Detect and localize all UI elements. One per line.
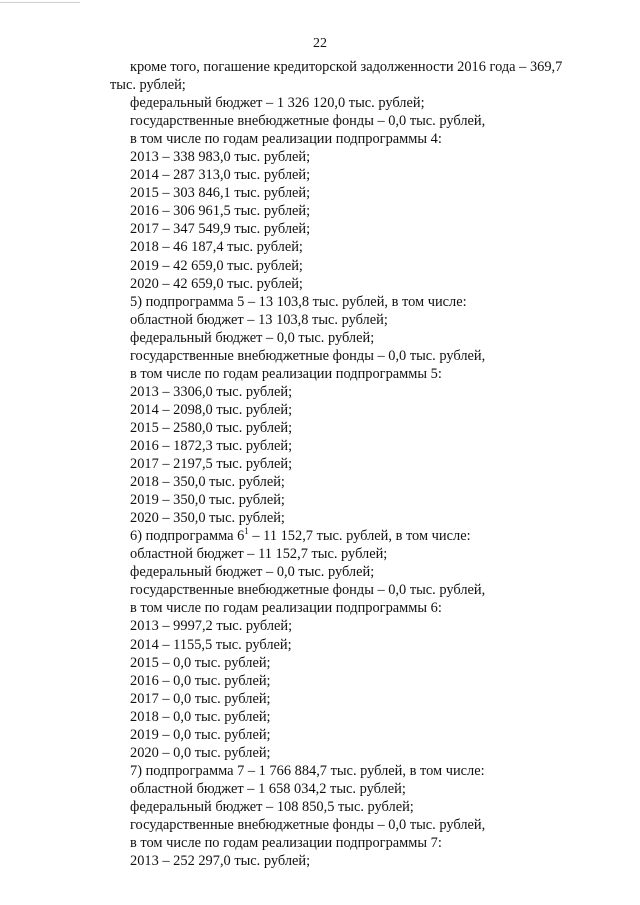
text-line: [110, 780, 520, 798]
text-line: [110, 329, 520, 347]
text-line-content: в том числе по годам реализации подпрограммы 6:: [130, 600, 442, 617]
text-line: [110, 834, 520, 852]
text-line-content: 2013 – 9997,2 тыс. рублей;: [130, 618, 293, 635]
text-line-continuation: – 11 152,7 тыс. рублей, в том числе:: [248, 528, 471, 545]
text-line-content: 2020 – 42 659,0 тыс. рублей;: [130, 275, 303, 292]
text-line: [110, 202, 520, 220]
text-line-content: 2016 – 306 961,5 тыс. рублей;: [130, 203, 311, 220]
text-line-content: тыс. рублей;: [110, 77, 186, 94]
text-line-content: государственные внебюджетные фонды – 0,0 тыс. рублей,: [130, 816, 486, 833]
text-line-content: государственные внебюджетные фонды – 0,0 тыс. рублей,: [130, 113, 486, 130]
text-line: [110, 220, 520, 238]
text-line: [110, 238, 520, 256]
text-line: [110, 762, 520, 780]
text-line: [110, 293, 520, 311]
text-line-content: 2015 – 0,0 тыс. рублей;: [130, 654, 271, 671]
text-line: [110, 365, 520, 383]
text-line: [110, 419, 520, 437]
text-line: [110, 744, 520, 762]
text-line-content: 2018 – 46 187,4 тыс. рублей;: [130, 239, 303, 256]
text-line-content: 2013 – 338 983,0 тыс. рублей;: [130, 149, 311, 166]
text-line-content: 2014 – 287 313,0 тыс. рублей;: [130, 167, 311, 184]
text-line: [110, 636, 520, 654]
text-line: [110, 816, 520, 834]
text-line-content: государственные внебюджетные фонды – 0,0 тыс. рублей,: [130, 347, 486, 364]
text-line: [110, 672, 520, 690]
text-line: [110, 148, 520, 166]
text-line: [110, 455, 520, 473]
superscript-index: 1: [244, 526, 249, 537]
text-line-content: 5) подпрограмма 5 – 13 103,8 тыс. рублей, в том числе:: [130, 293, 467, 310]
text-line-content: 2019 – 0,0 тыс. рублей;: [130, 726, 271, 743]
text-line: [110, 257, 520, 275]
text-line-content: 2017 – 0,0 тыс. рублей;: [130, 690, 271, 707]
text-line: [110, 509, 520, 527]
text-line-content: 2014 – 1155,5 тыс. рублей;: [130, 636, 292, 653]
text-line: [110, 94, 520, 112]
text-line: [110, 563, 520, 581]
text-line: [110, 437, 520, 455]
text-line: [110, 130, 520, 148]
text-line-content: 7) подпрограмма 7 – 1 766 884,7 тыс. рублей, в том числе:: [130, 762, 485, 779]
text-line-content: государственные внебюджетные фонды – 0,0 тыс. рублей,: [130, 582, 486, 599]
text-line: [110, 383, 520, 401]
text-line-content: 2013 – 252 297,0 тыс. рублей;: [130, 853, 311, 870]
text-line-content: 2015 – 303 846,1 тыс. рублей;: [130, 185, 311, 202]
text-line-content: в том числе по годам реализации подпрограммы 4:: [130, 131, 442, 148]
text-line-content: 2018 – 350,0 тыс. рублей;: [130, 474, 285, 491]
text-line: [110, 708, 520, 726]
text-line-content: федеральный бюджет – 0,0 тыс. рублей;: [130, 564, 375, 581]
text-line: [110, 347, 520, 365]
text-line: [110, 690, 520, 708]
text-line-content: областной бюджет – 1 658 034,2 тыс. рублей;: [130, 780, 406, 797]
text-line: [110, 184, 520, 202]
text-line-content: 2020 – 350,0 тыс. рублей;: [130, 510, 285, 527]
text-line-content: федеральный бюджет – 0,0 тыс. рублей;: [130, 329, 375, 346]
text-line-content: федеральный бюджет – 1 326 120,0 тыс. рублей;: [130, 95, 425, 112]
text-line: [110, 581, 520, 599]
text-line: [110, 473, 520, 491]
text-line: [110, 617, 520, 635]
text-line-content: 2019 – 42 659,0 тыс. рублей;: [130, 257, 303, 274]
text-line-content: 6) подпрограмма 6: [130, 528, 245, 545]
text-line: [110, 311, 520, 329]
text-line: [110, 401, 520, 419]
text-line-content: областной бюджет – 13 103,8 тыс. рублей;: [130, 311, 388, 328]
text-line-content: 2015 – 2580,0 тыс. рублей;: [130, 419, 293, 436]
text-line: [110, 166, 520, 184]
text-line: [110, 599, 520, 617]
text-line-content: 2019 – 350,0 тыс. рублей;: [130, 492, 285, 509]
text-line-content: кроме того, погашение кредиторской задолженности 2016 года – 369,7: [130, 59, 563, 75]
text-line-content: 2017 – 2197,5 тыс. рублей;: [130, 456, 293, 473]
text-line-content: 2020 – 0,0 тыс. рублей;: [130, 744, 271, 761]
text-line: [110, 798, 520, 816]
text-line-content: 2014 – 2098,0 тыс. рублей;: [130, 401, 293, 418]
text-line: [110, 545, 520, 563]
document-body: [110, 58, 563, 870]
text-line: [110, 527, 520, 545]
text-line-content: областной бюджет – 11 152,7 тыс. рублей;: [130, 546, 388, 563]
text-line-content: 2017 – 347 549,9 тыс. рублей;: [130, 221, 311, 238]
text-line: [110, 852, 520, 870]
text-line: [110, 726, 520, 744]
text-line: [110, 112, 520, 130]
text-line: [110, 76, 520, 94]
text-line-content: в том числе по годам реализации подпрограммы 5:: [130, 365, 442, 382]
text-line-content: 2016 – 0,0 тыс. рублей;: [130, 672, 271, 689]
text-line: [110, 275, 520, 293]
text-line: [110, 58, 563, 76]
text-line-content: 2018 – 0,0 тыс. рублей;: [130, 708, 271, 725]
text-line-content: федеральный бюджет – 108 850,5 тыс. рублей;: [130, 798, 414, 815]
text-line: [110, 491, 520, 509]
page-number: 22: [313, 36, 327, 51]
text-line-content: 2016 – 1872,3 тыс. рублей;: [130, 437, 293, 454]
text-line-content: в том числе по годам реализации подпрограммы 7:: [130, 835, 442, 852]
scan-edge-mark: [0, 2, 80, 3]
text-line-content: 2013 – 3306,0 тыс. рублей;: [130, 383, 293, 400]
text-line: [110, 654, 520, 672]
